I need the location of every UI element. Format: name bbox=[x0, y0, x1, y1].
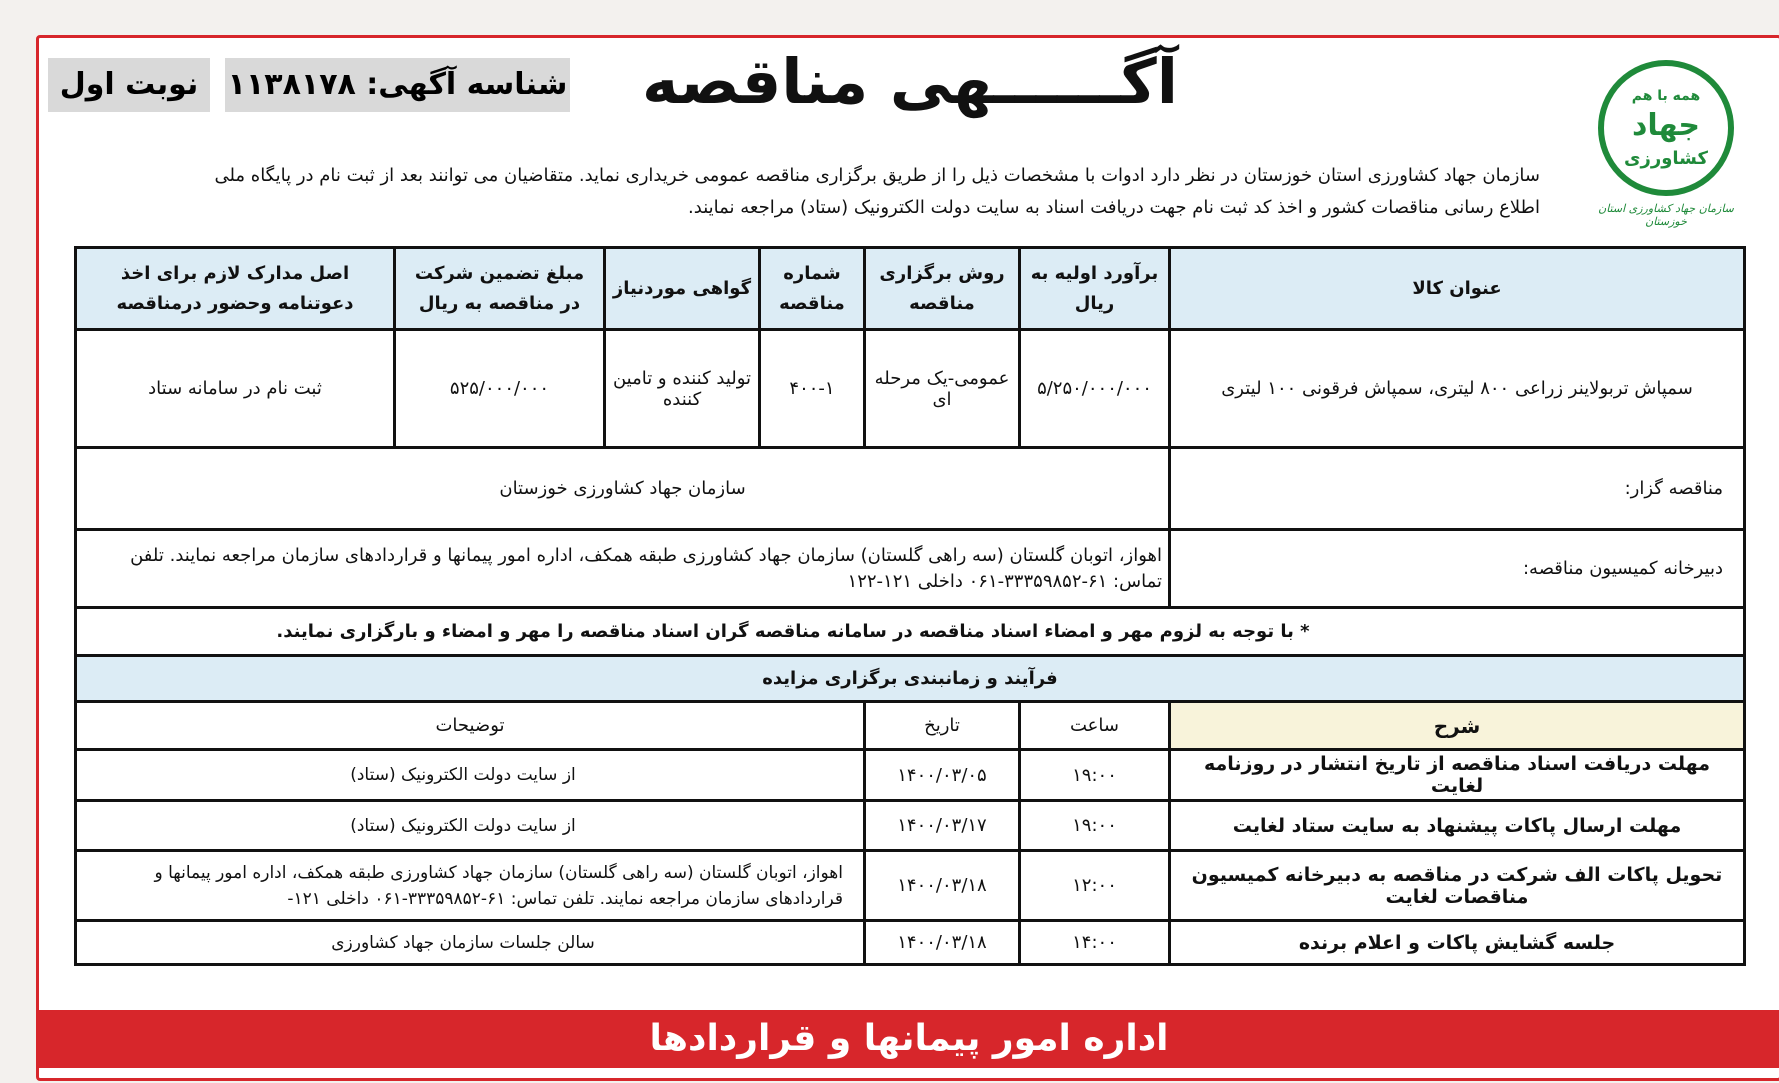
turn-badge: نوبت اول bbox=[48, 58, 210, 112]
header-cell: روش برگزاری مناقصه bbox=[865, 248, 1020, 330]
secretariat-row bbox=[76, 530, 1745, 608]
organizer-label: مناقصه گزار: bbox=[1170, 448, 1745, 530]
schedule-row bbox=[76, 801, 1745, 851]
schedule-desc: تحویل پاکات الف شرکت در مناقصه به دبیرخانه کمیسیون مناقصات لغایت bbox=[1170, 851, 1745, 921]
estimate-value: ۵/۲۵۰/۰۰۰/۰۰۰ bbox=[1020, 330, 1170, 448]
schedule-time: ۱۹:۰۰ bbox=[1020, 750, 1170, 801]
organizer-row bbox=[76, 448, 1745, 530]
note-text: * با توجه به لزوم مهر و امضاء اسناد مناقصه در سامانه مناقصه گران اسناد مناقصه را مهر و امضاء و بارگزاری نمایند. bbox=[76, 608, 1745, 656]
organizer-value: سازمان جهاد کشاورزی خوزستان bbox=[76, 448, 1170, 530]
schedule-date: ۱۴۰۰/۰۳/۱۸ bbox=[865, 851, 1020, 921]
schedule-details: اهواز، اتوبان گلستان (سه راهی گلستان) سازمان جهاد کشاورزی طبقه همکف، اداره امور پیمانها و قراردادهای سازمان مراجعه نمایند. تلفن تماس: ۶۱-۳۳۳۵۹۸۵۲-۰۶۱ داخلی ۱۲۱- bbox=[76, 851, 865, 921]
schedule-desc: جلسه گشایش پاکات و اعلام برنده bbox=[1170, 921, 1745, 965]
documents-value: ثبت نام در سامانه ستاد bbox=[76, 330, 395, 448]
item-title: سمپاش تربولاینر زراعی ۸۰۰ لیتری، سمپاش فرقونی ۱۰۰ لیتری bbox=[1170, 330, 1745, 448]
schedule-date: ۱۴۰۰/۰۳/۰۵ bbox=[865, 750, 1020, 801]
page-title: آگــــــهی مناقصه bbox=[642, 45, 1178, 118]
schedule-row bbox=[76, 921, 1745, 965]
tender-table bbox=[74, 246, 1746, 966]
secretariat-value: اهواز، اتوبان گلستان (سه راهی گلستان) سازمان جهاد کشاورزی طبقه همکف، اداره امور پیمانها و قراردادهای سازمان مراجعه نمایند. تلفن تماس: ۶۱-۳۳۳۵۹۸۵۲-۰۶۱ داخلی ۱۲۱-۱۲۲ bbox=[76, 530, 1170, 608]
header-cell: مبلغ تضمین شرکت در مناقصه به ریال bbox=[395, 248, 605, 330]
logo-sub: کشاورزی bbox=[1624, 148, 1708, 169]
header-cell: اصل مدارک لازم برای اخذ دعوتنامه وحضور درمناقصه bbox=[76, 248, 395, 330]
schedule-row bbox=[76, 750, 1745, 801]
schedule-title-row bbox=[76, 656, 1745, 702]
schedule-header-row bbox=[76, 702, 1745, 750]
jahad-logo bbox=[1596, 60, 1736, 228]
schedule-desc: مهلت ارسال پاکات پیشنهاد به سایت ستاد لغایت bbox=[1170, 801, 1745, 851]
header-cell: گواهی موردنیاز bbox=[605, 248, 760, 330]
schedule-date: ۱۴۰۰/۰۳/۱۷ bbox=[865, 801, 1020, 851]
logo-name: جهاد bbox=[1631, 108, 1701, 143]
schedule-details: سالن جلسات سازمان جهاد کشاورزی bbox=[76, 921, 865, 965]
schedule-time: ۱۴:۰۰ bbox=[1020, 921, 1170, 965]
certificate-value: تولید کننده و تامین کننده bbox=[605, 330, 760, 448]
schedule-header-date: تاریخ bbox=[865, 702, 1020, 750]
schedule-header-details: توضیحات bbox=[76, 702, 865, 750]
intro-line-1: سازمان جهاد کشاورزی استان خوزستان در نظر دارد ادوات با مشخصات ذیل را از طریق برگزاری مناقصه عمومی خریداری نماید. متقاضیان می توانند بعد از ثبت نام در پایگاه ملی bbox=[214, 165, 1540, 186]
guarantee-value: ۵۲۵/۰۰۰/۰۰۰ bbox=[395, 330, 605, 448]
logo-bottom-text: سازمان جهاد کشاورزی استان خوزستان bbox=[1598, 202, 1734, 228]
header-cell: عنوان کالا bbox=[1170, 248, 1745, 330]
table-header-row bbox=[76, 248, 1745, 330]
schedule-header-time: ساعت bbox=[1020, 702, 1170, 750]
header-cell: شماره مناقصه bbox=[760, 248, 865, 330]
intro-text bbox=[80, 160, 1540, 224]
header-cell: برآورد اولیه به ریال bbox=[1020, 248, 1170, 330]
secretariat-label: دبیرخانه کمیسیون مناقصه: bbox=[1170, 530, 1745, 608]
schedule-header-desc: شرح bbox=[1170, 702, 1745, 750]
schedule-time: ۱۹:۰۰ bbox=[1020, 801, 1170, 851]
table-row bbox=[76, 330, 1745, 448]
intro-line-2: اطلاع رسانی مناقصات کشور و اخذ کد ثبت نام جهت دریافت اسناد به سایت دولت الکترونیک (ستاد) مراجعه نمایند. bbox=[688, 197, 1540, 218]
footer-banner: اداره امور پیمانها و قراردادها bbox=[36, 1010, 1779, 1068]
schedule-details: از سایت دولت الکترونیک (ستاد) bbox=[76, 801, 865, 851]
schedule-title: فرآیند و زمانبندی برگزاری مزایده bbox=[76, 656, 1745, 702]
method-value: عمومی-یک مرحله ای bbox=[865, 330, 1020, 448]
schedule-date: ۱۴۰۰/۰۳/۱۸ bbox=[865, 921, 1020, 965]
tender-number: ۴۰۰-۱ bbox=[760, 330, 865, 448]
schedule-desc: مهلت دریافت اسناد مناقصه از تاریخ انتشار در روزنامه لغایت bbox=[1170, 750, 1745, 801]
schedule-time: ۱۲:۰۰ bbox=[1020, 851, 1170, 921]
ad-id-badge: شناسه آگهی: ۱۱۳۸۱۷۸ bbox=[225, 58, 570, 112]
note-row bbox=[76, 608, 1745, 656]
schedule-details: از سایت دولت الکترونیک (ستاد) bbox=[76, 750, 865, 801]
schedule-row bbox=[76, 851, 1745, 921]
logo-top-text: همه با هم bbox=[1631, 88, 1701, 104]
